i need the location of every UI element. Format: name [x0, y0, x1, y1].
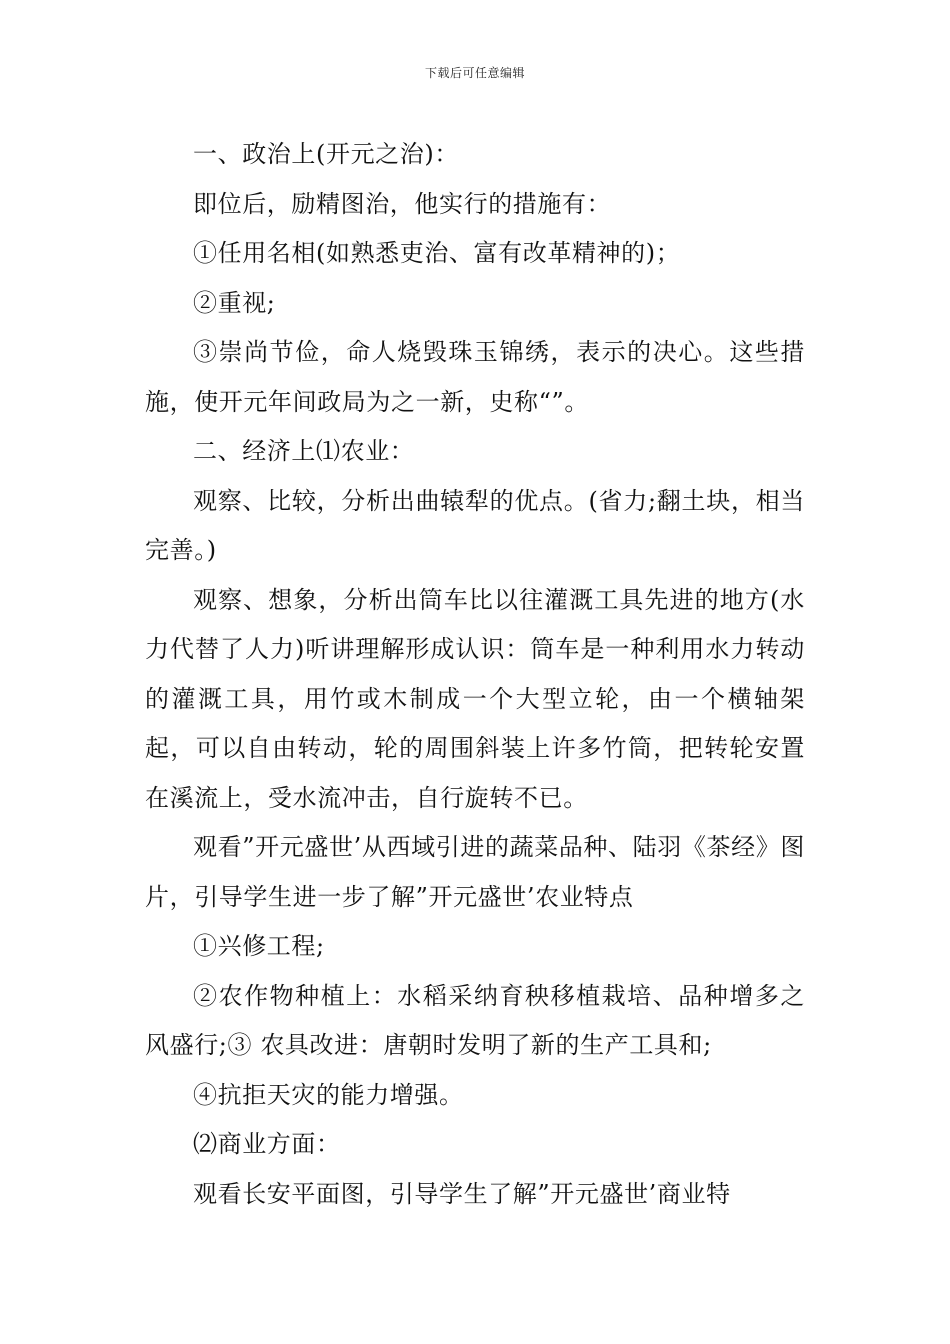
- paragraph-changan-map: 观看长安平面图，引导学生了解”开元盛世’商业特: [193, 1179, 731, 1208]
- paragraph-agri-point-4: ④抗拒天灾的能力增强。: [193, 1080, 464, 1109]
- paragraph-agri-point-1: ①兴修工程;: [193, 932, 325, 960]
- document-body: [145, 130, 805, 1219]
- paragraph-agriculture-features: 观看”开元盛世’从西域引进的蔬菜品种、陆羽《茶经》图片，引导学生进一步了解”开元盛世’农业特点: [145, 833, 805, 911]
- paragraph-plough: 观察、比较，分析出曲辕犁的优点。(省力;翻土块，相当完善。): [145, 486, 805, 564]
- paragraph-agri-point-2-3: ②农作物种植上：水稻采纳育秧移植栽培、品种增多之风盛行;③ 农具改进：唐朝时发明了新的生产工具和;: [145, 981, 805, 1059]
- paragraph-measures-intro: 即位后，励精图治，他实行的措施有：: [193, 189, 612, 218]
- paragraph-measure-3: ③崇尚节俭，命人烧毁珠玉锦绣，表示的决心。这些措施，使开元年间政局为之一新，史称“”。: [145, 338, 805, 416]
- paragraph-commerce-heading: ⑵商业方面：: [193, 1130, 341, 1158]
- paragraph-politics-heading: 一、政治上(开元之治)：: [193, 140, 459, 168]
- paragraph-measure-1: ①任用名相(如熟悉吏治、富有改革精神的)；: [193, 239, 681, 267]
- page-header: 下载后可任意编辑: [424, 66, 525, 80]
- paragraph-economy-heading: 二、经济上⑴农业：: [193, 437, 415, 465]
- paragraph-measure-2: ②重视;: [193, 288, 276, 317]
- paragraph-waterwheel: 观察、想象，分析出筒车比以往灌溉工具先进的地方(水力代替了人力)听讲理解形成认识：筒车是一种利用水力转动的灌溉工具，用竹或木制成一个大型立轮，由一个横轴架起，可以自由转动，轮的周围斜装上许多竹筒，把转轮安置在溪流上，受水流冲击，自行旋转不已。: [145, 585, 805, 812]
